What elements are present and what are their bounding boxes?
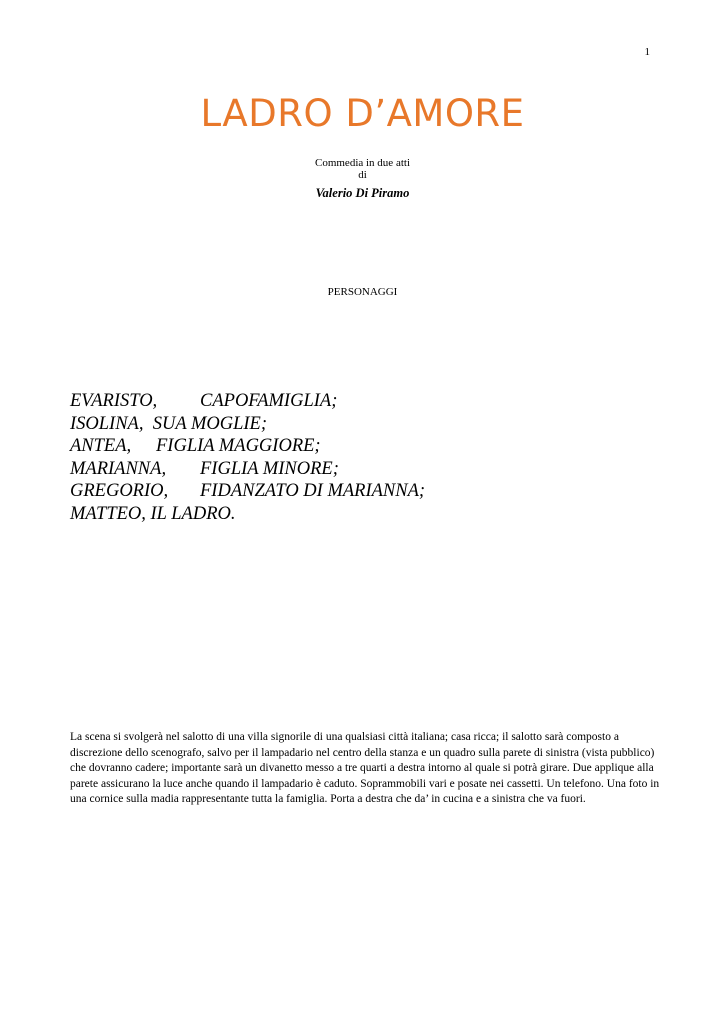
author-name: Valerio Di Piramo xyxy=(315,186,410,200)
page-number: 1 xyxy=(644,46,650,58)
cast-name: ISOLINA, xyxy=(70,413,144,434)
cast-item-matteo xyxy=(70,503,425,526)
play-title: LADRO D’AMORE xyxy=(200,92,525,135)
cast-name: EVARISTO, xyxy=(70,391,158,411)
cast-item-marianna xyxy=(70,458,425,481)
subtitle-genre: Commedia in due atti xyxy=(314,157,410,169)
cast-name: GREGORIO, xyxy=(70,481,169,501)
subtitle-by: di xyxy=(358,169,367,181)
cast-role: FIDANZATO DI MARIANNA; xyxy=(200,481,426,501)
cast-name: ANTEA, xyxy=(70,436,132,456)
cast-role: SUA MOGLIE; xyxy=(152,413,267,434)
cast-name: MARIANNA, xyxy=(70,458,167,479)
characters-heading: PERSONAGGI xyxy=(327,286,398,298)
cast-role: FIGLIA MAGGIORE; xyxy=(156,436,321,456)
cast-name: MATTEO, xyxy=(70,503,146,524)
scene-description: La scena si svolgerà nel salotto di una villa signorile di una qualsiasi città italiana; casa ricca; il salotto sarà composto a discrezione dello scenografo, salvo per il lampadario nel centro della stanza e un quadro sulla parete di sinistra (vista pubblico) che dovranno cadere; importante sarà un divanetto messo a tre quarti a destra intorno al quale si potrà girare. Due applique alla parete assicurano la luce anche quando il lampadario è caduto. Soprammobili vari e posate nei cassetti. Un telefono. Una foto in una cornice sulla madia rappresentante tutta la famiglia. Porta a destra che da’ in cucina e a sinistra che va fuori. xyxy=(70,731,660,805)
cast-role: CAPOFAMIGLIA; xyxy=(200,391,338,411)
subtitle xyxy=(0,157,725,181)
cast-role: IL LADRO. xyxy=(150,503,236,524)
cast-item-isolina xyxy=(70,413,425,436)
cast-list xyxy=(70,390,425,525)
cast-item-gregorio xyxy=(70,480,425,503)
cast-item-evaristo xyxy=(70,390,425,413)
cast-item-antea xyxy=(70,435,425,458)
cast-role: FIGLIA MINORE; xyxy=(200,458,339,479)
